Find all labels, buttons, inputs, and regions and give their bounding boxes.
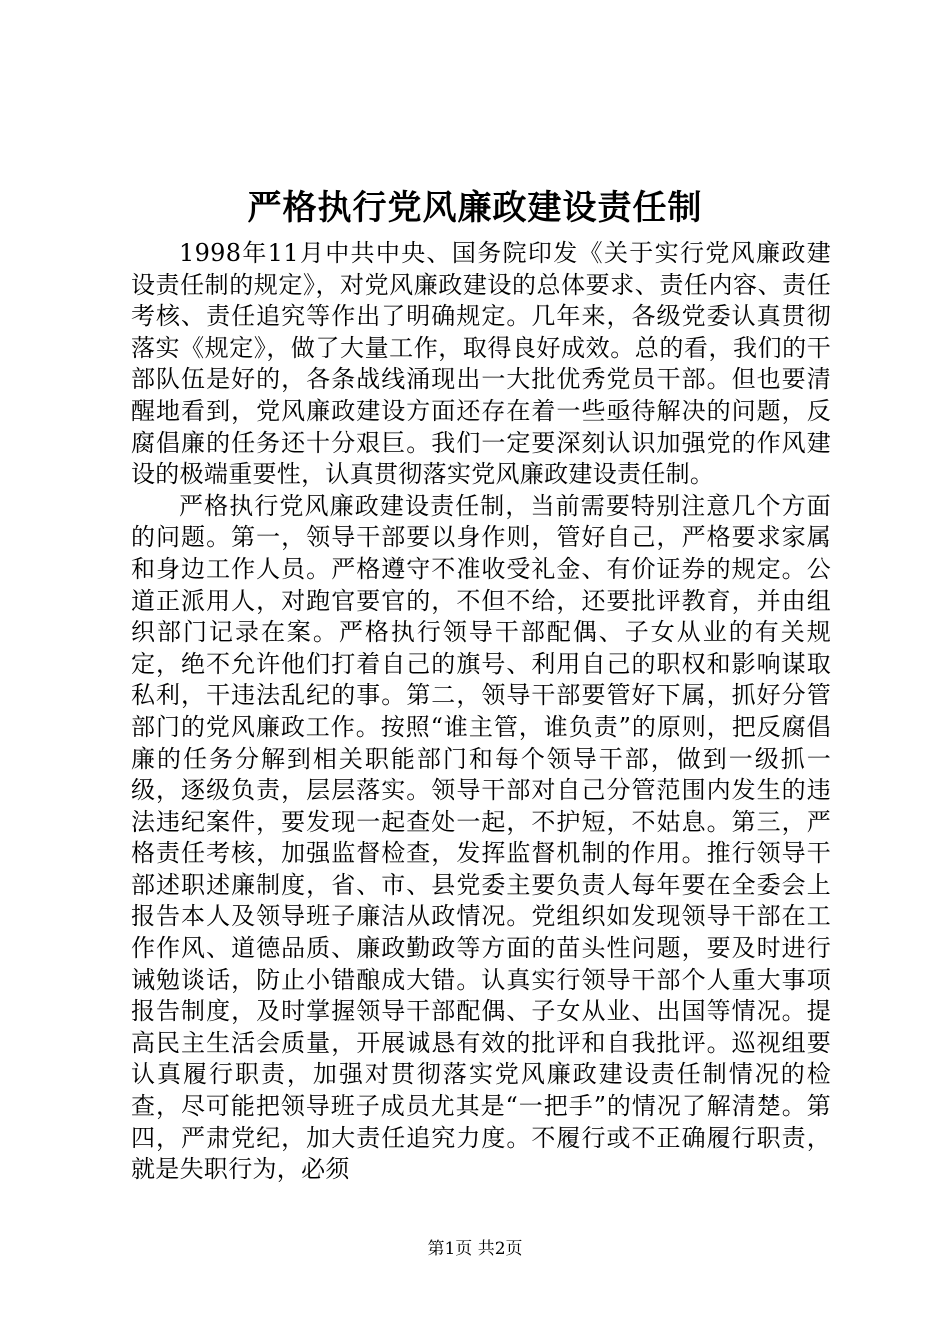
- paragraph-1: 1998年11月中共中央、国务院印发《关于实行党风廉政建设责任制的规定》，对党风廉政建设的总体要求、责任内容、责任考核、责任追究等作出了明确规定。几年来，各级党委认真贯彻落实《规定》，做了大量工作，取得良好成效。总的看，我们的干部队伍是好的，各条战线涌现出一大批优秀党员干部。但也要清醒地看到，党风廉政建设方面还存在着一些亟待解决的问题，反腐倡廉的任务还十分艰巨。我们一定要深刻认识加强党的作风建设的极端重要性，认真贯彻落实党风廉政建设责任制。: [131, 239, 831, 489]
- document-body: [131, 238, 831, 1186]
- paragraph-2: 严格执行党风廉政建设责任制，当前需要特别注意几个方面的问题。第一，领导干部要以身作则，管好自己，严格要求家属和身边工作人员。严格遵守不准收受礼金、有价证券的规定。公道正派用人，对跑官要官的，不但不给，还要批评教育，并由组织部门记录在案。严格执行领导干部配偶、子女从业的有关规定，绝不允许他们打着自己的旗号、利用自己的职权和影响谋取私利，干违法乱纪的事。第二，领导干部要管好下属，抓好分管部门的党风廉政工作。按照“谁主管，谁负责”的原则，把反腐倡廉的任务分解到相关职能部门和每个领导干部，做到一级抓一级，逐级负责，层层落实。领导干部对自己分管范围内发生的违法违纪案件，要发现一起查处一起，不护短，不姑息。第三，严格责任考核，加强监督检查，发挥监督机制的作用。推行领导干部述职述廉制度，省、市、县党委主要负责人每年要在全委会上报告本人及领导班子廉洁从政情况。党组织如发现领导干部在工作作风、道德品质、廉政勤政等方面的苗头性问题，要及时进行诫勉谈话，防止小错酿成大错。认真实行领导干部个人重大事项报告制度，及时掌握领导干部配偶、子女从业、出国等情况。提高民主生活会质量，开展诚恳有效的批评和自我批评。巡视组要认真履行职责，加强对贯彻落实党风廉政建设责任制情况的检查，尽可能把领导班子成员尤其是“一把手”的情况了解清楚。第四，严肃党纪，加大责任追究力度。不履行或不正确履行职责，就是失职行为，必须: [131, 491, 831, 1184]
- page-number-footer: 第1页 共2页: [427, 1239, 523, 1259]
- document-title: 严格执行党风廉政建设责任制: [247, 188, 703, 228]
